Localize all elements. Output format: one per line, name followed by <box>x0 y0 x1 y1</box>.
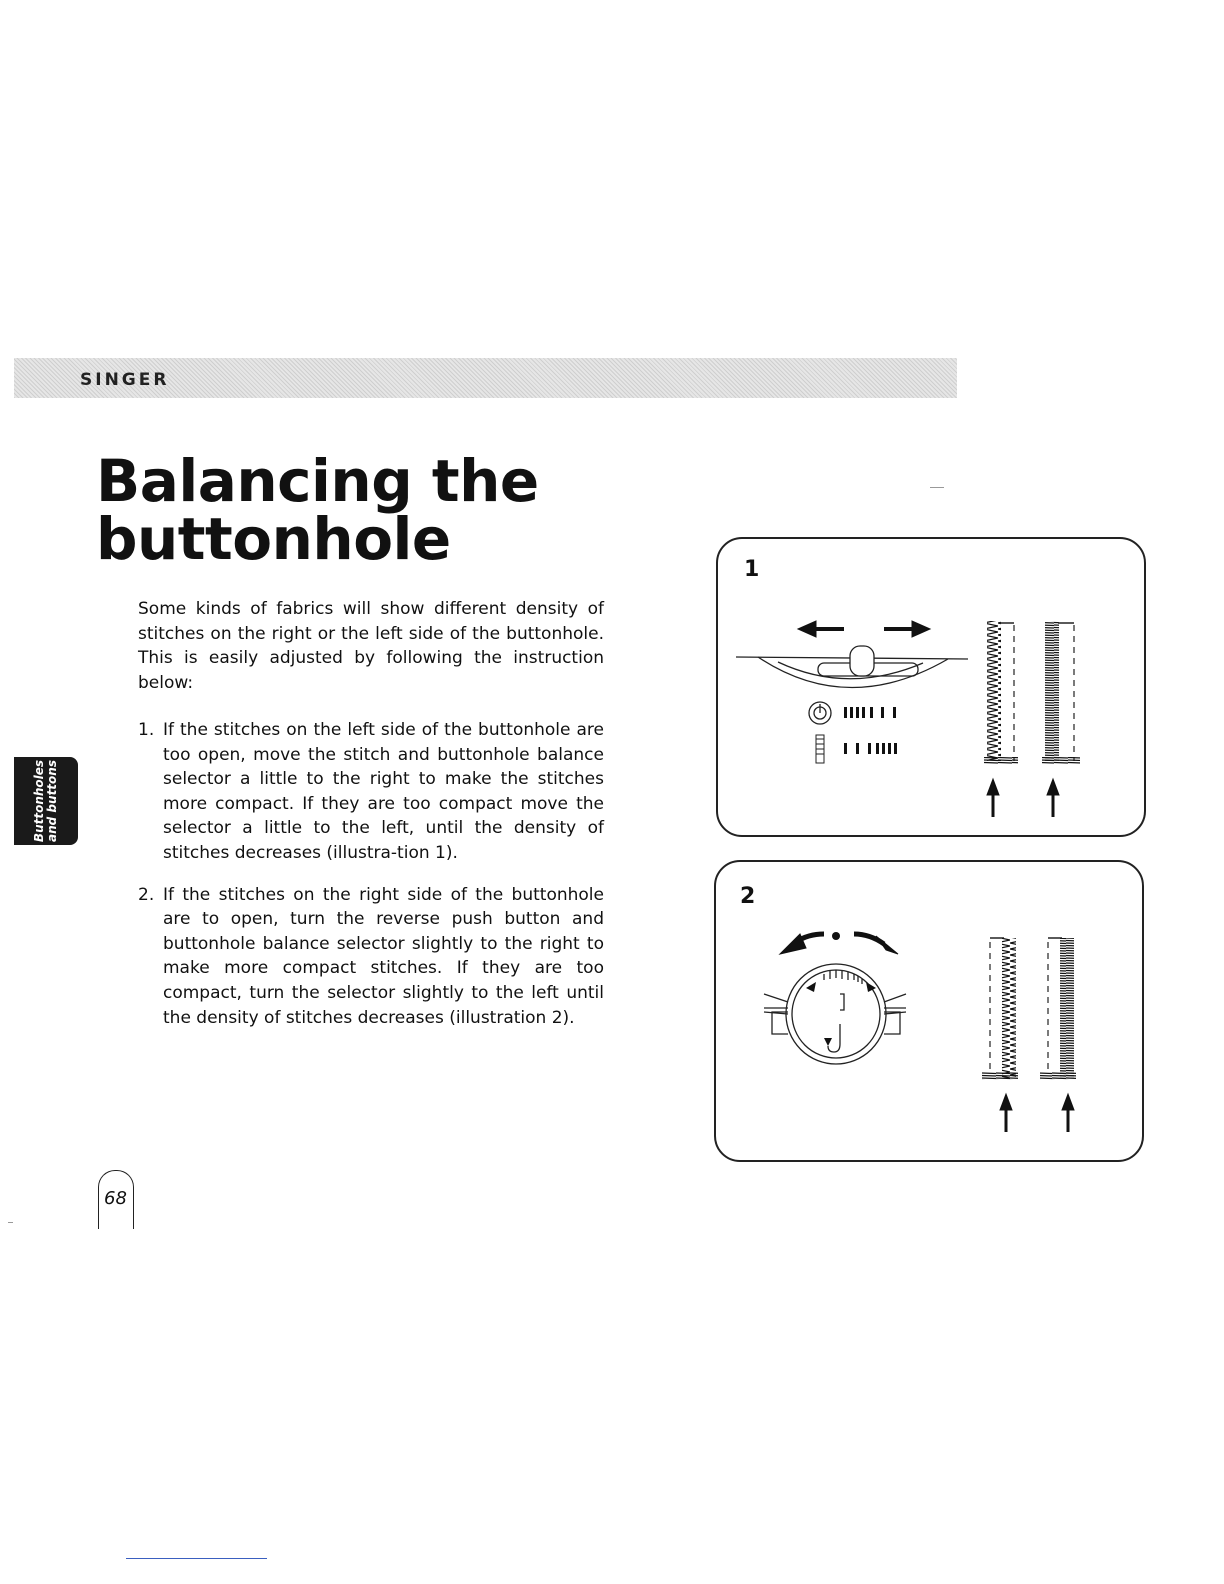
step-text: If the stitches on the left side of the buttonhole are too open, move the stitch and buttonhole balance selector a little to the right to make the stitches more compact. If they are too compact move the selector a little to the left, until the density of stitches decreases (illustra-tion 1). <box>163 720 604 863</box>
illustration-number: 2 <box>740 884 756 909</box>
up-arrow-icon <box>1062 1094 1074 1132</box>
up-arrow-icon <box>1000 1094 1012 1132</box>
balance-dial-icon <box>764 964 906 1064</box>
center-dot-icon <box>832 932 840 940</box>
density-scale-icon <box>844 707 896 718</box>
balance-slider-icon <box>736 646 968 688</box>
intro-paragraph: Some kinds of fabrics will show different density of stitches on the right or the left side of the buttonhole. This is easily adjusted by following the instruction below: <box>138 599 604 693</box>
knob-icon <box>809 702 831 724</box>
dial-mark-icon <box>866 982 876 992</box>
illustration-2-drawing <box>716 862 1142 1160</box>
step-number: 2. <box>138 884 155 905</box>
footer-rule <box>126 1558 267 1559</box>
buttonhole-stitch-open-icon <box>982 938 1018 1080</box>
rotate-left-arrow-icon <box>780 934 824 954</box>
illustration-1-drawing <box>718 539 1144 835</box>
illustration-number: 1 <box>744 557 760 582</box>
left-arrow-icon <box>798 621 844 637</box>
steps-list <box>138 718 604 1030</box>
illustration-2-panel <box>714 860 1144 1162</box>
dial-mark-icon <box>806 982 816 992</box>
brand-logo: SINGER <box>80 370 170 390</box>
step-item <box>138 883 604 1031</box>
density-scale-icon <box>844 743 897 754</box>
buttonhole-stitch-dense-icon <box>1040 938 1076 1080</box>
buttonhole-stitch-open-icon <box>984 621 1018 764</box>
page-title-line-1: Balancing the <box>96 447 539 515</box>
scan-speck <box>930 487 944 488</box>
step-number: 1. <box>138 720 155 740</box>
up-arrow-icon <box>1047 779 1059 817</box>
dial-arrow-icon <box>824 1038 832 1046</box>
up-arrow-icon <box>987 779 999 817</box>
illustration-1-panel <box>716 537 1146 837</box>
rotate-right-arrow-icon <box>854 934 898 954</box>
scan-speck <box>8 1222 13 1223</box>
buttonhole-stitch-dense-icon <box>1042 621 1080 764</box>
step-text: If the stitches on the right side of the buttonhole are to open, turn the reverse push button and buttonhole balance selector slightly to the right to make more compact stitches. If they are too compact, turn the selector slightly to the left until the density of stitches decreases (illustration 2). <box>163 884 604 1028</box>
step-item <box>138 718 604 866</box>
side-tab-label: Buttonholes and buttons <box>32 759 59 843</box>
page-number: 68 <box>104 1188 127 1209</box>
page-title-line-2: buttonhole <box>96 505 451 573</box>
buttonhole-symbol-icon <box>816 735 824 763</box>
page-title <box>96 447 539 573</box>
right-arrow-icon <box>884 621 930 637</box>
